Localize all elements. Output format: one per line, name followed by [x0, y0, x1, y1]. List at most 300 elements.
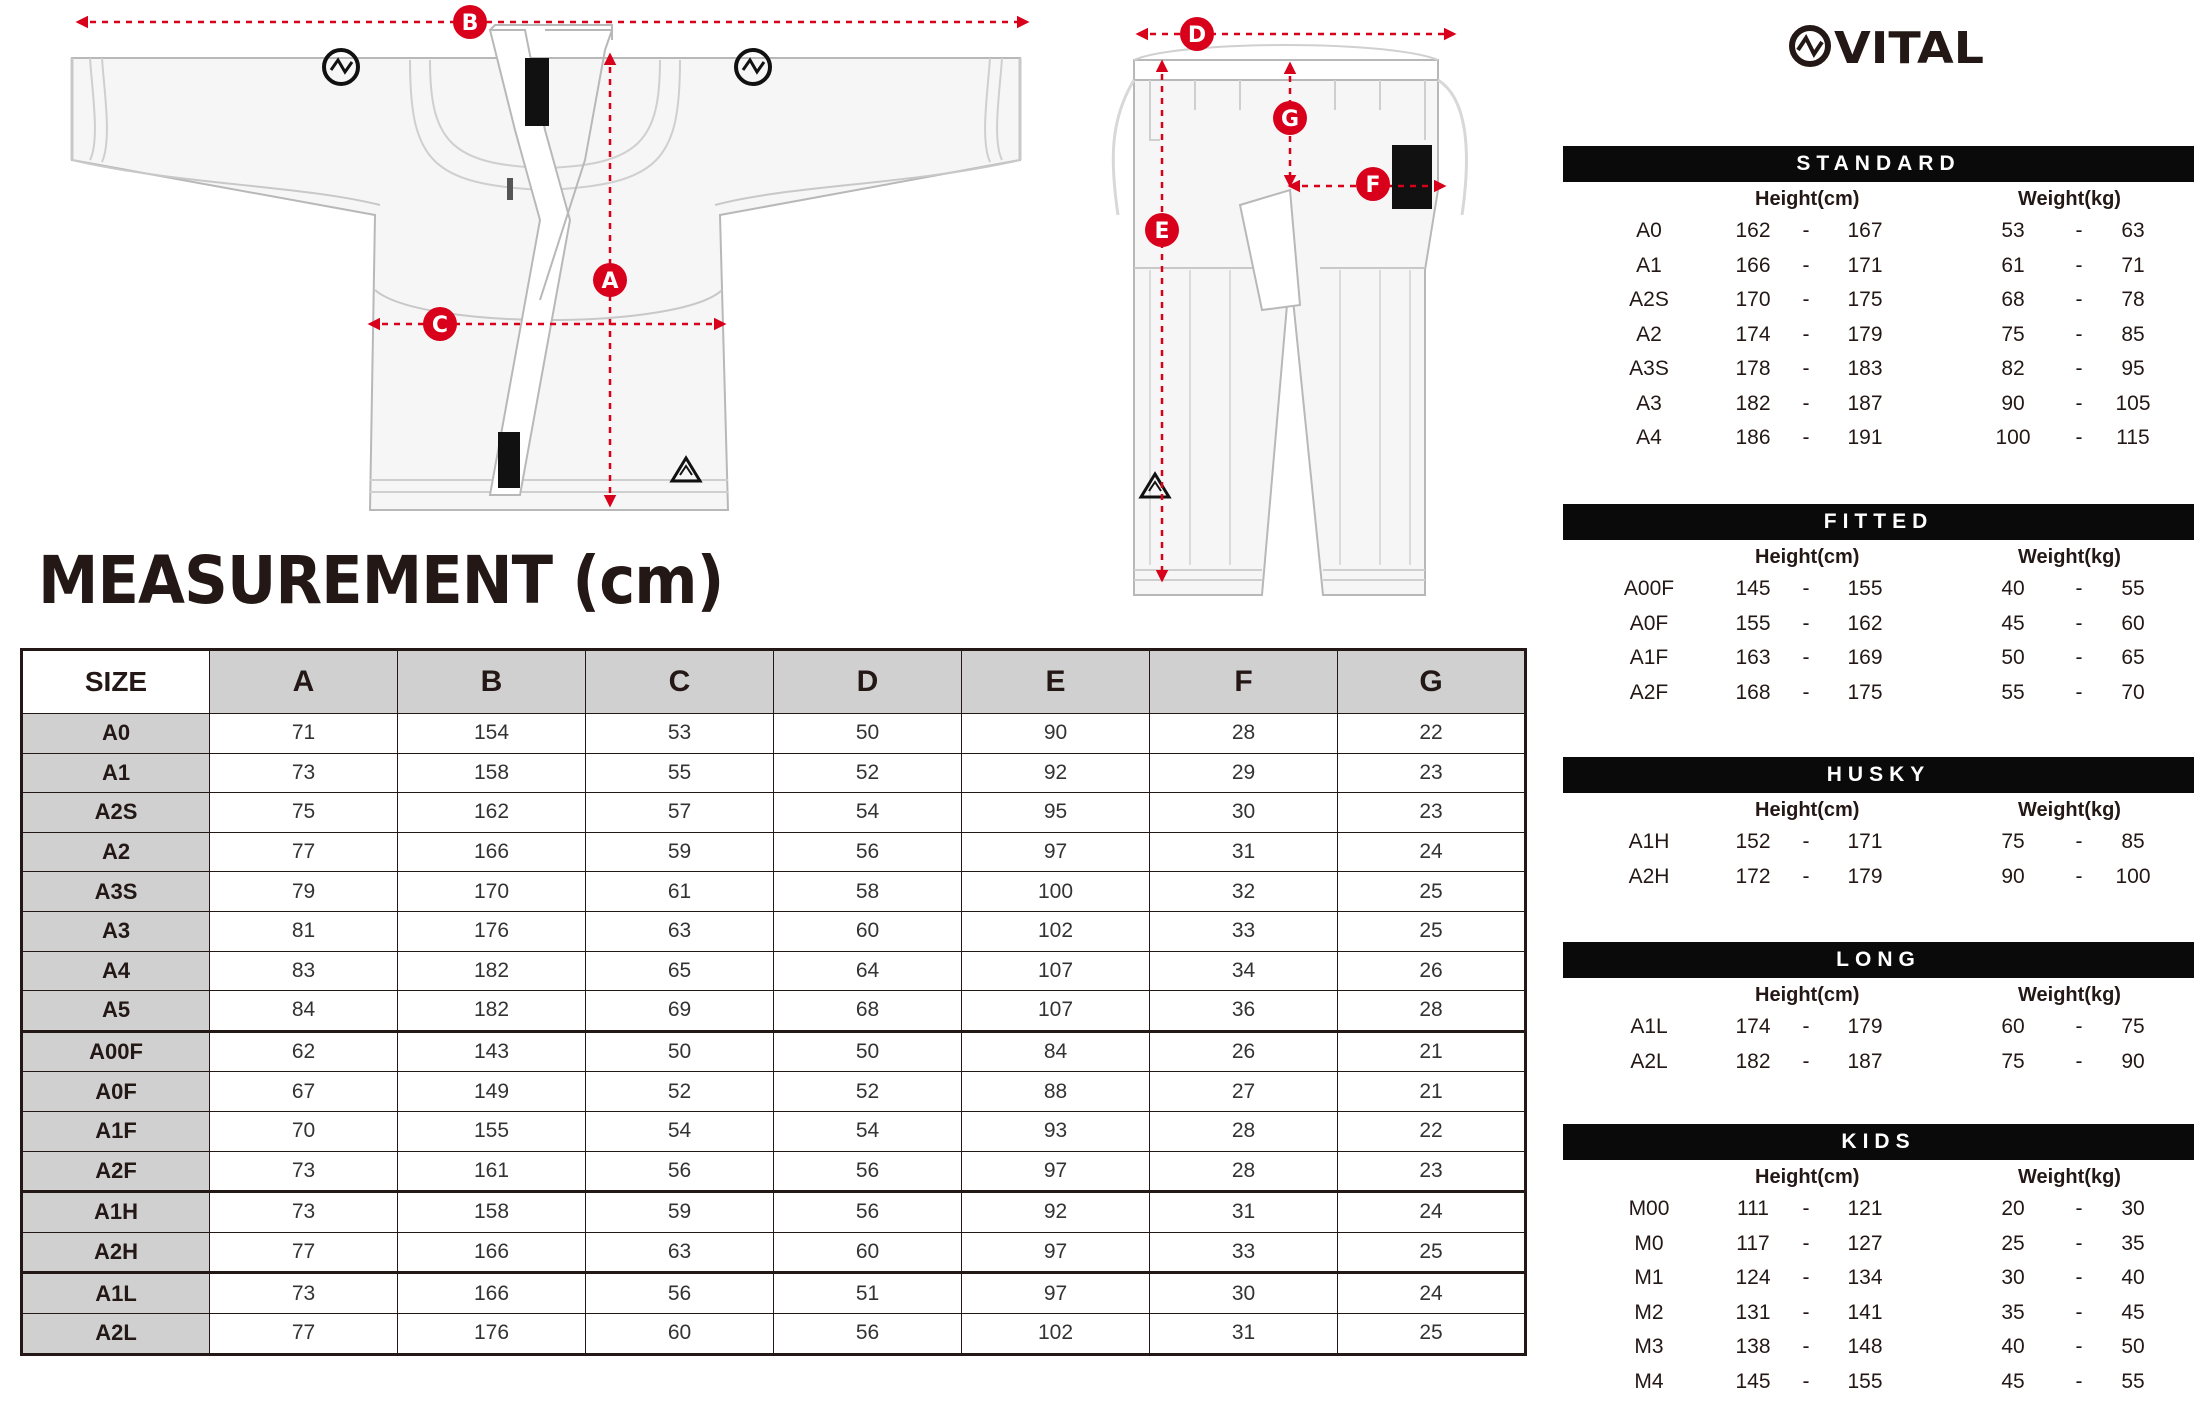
- height-max: 183: [1847, 357, 1883, 380]
- size-section-kids: [1563, 1124, 2194, 1399]
- measure-cell: 166: [398, 1273, 586, 1314]
- section-heading: KIDS: [1563, 1124, 2194, 1160]
- range-dash: -: [2075, 357, 2083, 380]
- list-item: [1563, 825, 2194, 860]
- measure-cell: 60: [774, 911, 962, 951]
- measure-cell: 56: [774, 1192, 962, 1233]
- height-min: 170: [1735, 288, 1771, 311]
- measure-cell: 77: [210, 832, 398, 872]
- measure-cell: 56: [774, 1151, 962, 1192]
- measure-cell: 161: [398, 1151, 586, 1192]
- measure-cell: 155: [398, 1111, 586, 1151]
- range-dash: -: [2075, 830, 2083, 853]
- weight-label: Weight(kg): [2018, 546, 2121, 568]
- size-code: A0F: [1629, 611, 1669, 635]
- dimension-f-header: F: [1150, 650, 1338, 714]
- range-dash: -: [1802, 1369, 1810, 1393]
- weight-min: 90: [2001, 864, 2025, 888]
- measure-cell: 84: [962, 1031, 1150, 1072]
- range-dash: -: [2075, 253, 2083, 277]
- measure-cell: 30: [1150, 793, 1338, 833]
- size-cell: A0: [22, 714, 210, 754]
- measure-cell: 77: [210, 1313, 398, 1354]
- weight-max: 70: [2121, 680, 2145, 704]
- height-max: 187: [1847, 391, 1883, 415]
- size-section-standard: [1563, 146, 2194, 456]
- measure-cell: 22: [1338, 1111, 1526, 1151]
- range-dash: -: [1802, 830, 1810, 853]
- range-dash: -: [1802, 680, 1810, 704]
- weight-min: 68: [2001, 288, 2025, 311]
- measure-cell: 26: [1338, 951, 1526, 991]
- weight-min: 40: [2001, 1335, 2025, 1358]
- weight-max: 55: [2121, 1369, 2145, 1393]
- weight-max: 90: [2121, 1049, 2145, 1073]
- height-min: 111: [1737, 1197, 1769, 1220]
- table-row: [22, 1313, 1526, 1354]
- svg-text:C: C: [431, 313, 449, 338]
- measure-cell: 75: [210, 793, 398, 833]
- measure-cell: 25: [1338, 872, 1526, 912]
- height-max: 121: [1847, 1197, 1883, 1220]
- size-code: A2L: [1630, 1049, 1668, 1073]
- measure-cell: 166: [398, 1232, 586, 1273]
- measure-cell: 23: [1338, 753, 1526, 793]
- range-dash: -: [2075, 864, 2083, 888]
- weight-max: 55: [2121, 577, 2145, 600]
- height-min: 178: [1735, 357, 1771, 380]
- brand-name: VITAL: [1834, 23, 1984, 74]
- measure-cell: 30: [1150, 1273, 1338, 1314]
- weight-min: 45: [2001, 611, 2025, 635]
- measure-cell: 26: [1150, 1031, 1338, 1072]
- measure-cell: 61: [586, 872, 774, 912]
- measure-cell: 25: [1338, 1232, 1526, 1273]
- range-dash: -: [1802, 253, 1810, 277]
- height-min: 168: [1735, 680, 1771, 704]
- weight-max: 115: [2116, 426, 2150, 449]
- dimension-c-header: C: [586, 650, 774, 714]
- measure-cell: 23: [1338, 1151, 1526, 1192]
- table-row: [22, 1111, 1526, 1151]
- measure-cell: 83: [210, 951, 398, 991]
- height-max: 155: [1847, 1369, 1883, 1393]
- size-cell: A2: [22, 832, 210, 872]
- range-dash: -: [2075, 288, 2083, 311]
- dimension-g-header: G: [1338, 650, 1526, 714]
- measure-cell: 70: [210, 1111, 398, 1151]
- measure-cell: 88: [962, 1072, 1150, 1112]
- measure-cell: 69: [586, 991, 774, 1032]
- range-dash: -: [2075, 322, 2083, 346]
- measure-cell: 63: [586, 911, 774, 951]
- measure-cell: 56: [774, 1313, 962, 1354]
- section-heading: FITTED: [1563, 504, 2194, 540]
- weight-max: 100: [2115, 864, 2151, 888]
- weight-max: 63: [2121, 219, 2145, 242]
- range-dash: -: [1802, 646, 1810, 669]
- height-max: 179: [1847, 864, 1883, 888]
- list-item: [1563, 572, 2194, 607]
- weight-max: 71: [2121, 253, 2145, 277]
- range-dash: -: [2075, 577, 2083, 600]
- measure-cell: 73: [210, 753, 398, 793]
- table-row: [22, 832, 1526, 872]
- table-row: [22, 753, 1526, 793]
- page-title: MEASUREMENT (cm): [38, 542, 724, 619]
- size-section-long: [1563, 942, 2194, 1079]
- measure-cell: 182: [398, 991, 586, 1032]
- weight-max: 85: [2121, 830, 2145, 853]
- range-dash: -: [2075, 219, 2083, 242]
- weight-label: Weight(kg): [2018, 188, 2121, 210]
- size-code: A4: [1636, 426, 1662, 449]
- size-code: M3: [1634, 1335, 1664, 1358]
- weight-min: 45: [2001, 1369, 2025, 1393]
- weight-min: 100: [1995, 426, 2031, 449]
- weight-max: 65: [2121, 646, 2145, 669]
- range-dash: -: [1802, 1335, 1810, 1358]
- height-min: 182: [1735, 1049, 1771, 1073]
- measure-cell: 21: [1338, 1072, 1526, 1112]
- weight-max: 50: [2121, 1335, 2145, 1358]
- gi-illustration: [0, 0, 1520, 610]
- measure-cell: 33: [1150, 1232, 1338, 1273]
- height-min: 174: [1735, 1015, 1771, 1038]
- measure-cell: 51: [774, 1273, 962, 1314]
- size-cell: A2H: [22, 1232, 210, 1273]
- measure-cell: 97: [962, 1151, 1150, 1192]
- weight-max: 75: [2121, 1015, 2145, 1038]
- list-item: [1563, 860, 2194, 895]
- size-cell: A2F: [22, 1151, 210, 1192]
- measure-cell: 63: [586, 1232, 774, 1273]
- height-min: 182: [1735, 391, 1771, 415]
- marker-f: [1356, 167, 1390, 201]
- height-max: 175: [1847, 288, 1883, 311]
- measure-cell: 54: [774, 793, 962, 833]
- size-column-header: SIZE: [22, 650, 210, 714]
- measure-cell: 54: [774, 1111, 962, 1151]
- weight-min: 82: [2001, 357, 2025, 380]
- height-min: 131: [1735, 1300, 1771, 1324]
- measure-cell: 52: [774, 1072, 962, 1112]
- height-label: Height(cm): [1755, 1166, 1860, 1188]
- range-dash: -: [1802, 1015, 1810, 1038]
- weight-min: 50: [2001, 646, 2025, 669]
- size-code: M1: [1634, 1266, 1664, 1289]
- size-code: M2: [1634, 1300, 1664, 1324]
- measure-cell: 52: [586, 1072, 774, 1112]
- size-code: A2H: [1628, 864, 1670, 888]
- measure-cell: 95: [962, 793, 1150, 833]
- list-item: [1563, 676, 2194, 711]
- weight-label: Weight(kg): [2018, 1166, 2121, 1188]
- measurement-header-row: [22, 650, 1526, 714]
- measure-cell: 56: [586, 1273, 774, 1314]
- measure-cell: 166: [398, 832, 586, 872]
- measure-cell: 24: [1338, 1192, 1526, 1233]
- column-headers: [1563, 182, 2194, 214]
- measure-cell: 158: [398, 753, 586, 793]
- list-item: [1563, 1010, 2194, 1045]
- svg-text:F: F: [1365, 173, 1381, 198]
- weight-min: 20: [2001, 1197, 2025, 1220]
- size-code: M4: [1634, 1369, 1664, 1393]
- range-dash: -: [1802, 611, 1810, 635]
- measure-cell: 68: [774, 991, 962, 1032]
- measure-cell: 28: [1150, 714, 1338, 754]
- range-dash: -: [1802, 426, 1810, 449]
- size-cell: A4: [22, 951, 210, 991]
- range-dash: -: [2075, 680, 2083, 704]
- height-min: 152: [1735, 830, 1771, 853]
- size-cell: A1H: [22, 1192, 210, 1233]
- measure-cell: 54: [586, 1111, 774, 1151]
- weight-min: 90: [2001, 391, 2025, 415]
- marker-a: [593, 263, 627, 297]
- measure-cell: 67: [210, 1072, 398, 1112]
- range-dash: -: [1802, 288, 1810, 311]
- table-row: [22, 714, 1526, 754]
- marker-b: [453, 5, 487, 39]
- measure-cell: 79: [210, 872, 398, 912]
- measure-cell: 31: [1150, 1192, 1338, 1233]
- column-headers: [1563, 978, 2194, 1010]
- size-cell: A3: [22, 911, 210, 951]
- measure-cell: 93: [962, 1111, 1150, 1151]
- height-min: 124: [1735, 1266, 1771, 1289]
- table-row: [22, 951, 1526, 991]
- measure-cell: 22: [1338, 714, 1526, 754]
- list-item: [1563, 1192, 2194, 1227]
- measure-cell: 73: [210, 1151, 398, 1192]
- measure-cell: 34: [1150, 951, 1338, 991]
- measure-cell: 31: [1150, 832, 1338, 872]
- measure-cell: 58: [774, 872, 962, 912]
- size-cell: A00F: [22, 1031, 210, 1072]
- list-item: [1563, 387, 2194, 422]
- measure-cell: 100: [962, 872, 1150, 912]
- svg-text:A: A: [601, 269, 619, 294]
- range-dash: -: [2075, 646, 2083, 669]
- range-dash: -: [1802, 322, 1810, 346]
- measure-cell: 176: [398, 911, 586, 951]
- list-item: [1563, 1227, 2194, 1262]
- weight-label: Weight(kg): [2018, 799, 2121, 821]
- measure-cell: 23: [1338, 793, 1526, 833]
- list-item: [1563, 1330, 2194, 1365]
- measure-cell: 60: [586, 1313, 774, 1354]
- weight-label: Weight(kg): [2018, 984, 2121, 1006]
- weight-min: 75: [2001, 1049, 2025, 1073]
- list-item: [1563, 641, 2194, 676]
- marker-e: [1145, 213, 1179, 247]
- measure-cell: 64: [774, 951, 962, 991]
- range-dash: -: [1802, 1049, 1810, 1073]
- section-heading: HUSKY: [1563, 757, 2194, 793]
- measure-cell: 59: [586, 832, 774, 872]
- marker-g: [1273, 101, 1307, 135]
- svg-text:G: G: [1280, 107, 1300, 132]
- measure-cell: 102: [962, 1313, 1150, 1354]
- range-dash: -: [1802, 391, 1810, 415]
- height-max: 179: [1847, 1015, 1883, 1038]
- measure-cell: 21: [1338, 1031, 1526, 1072]
- measure-cell: 81: [210, 911, 398, 951]
- measure-cell: 25: [1338, 1313, 1526, 1354]
- height-min: 163: [1735, 646, 1771, 669]
- table-row: [22, 793, 1526, 833]
- measure-cell: 154: [398, 714, 586, 754]
- svg-text:B: B: [461, 11, 479, 36]
- size-code: A2S: [1629, 288, 1669, 311]
- range-dash: -: [2075, 1369, 2083, 1393]
- height-max: 134: [1847, 1266, 1883, 1289]
- size-cell: A0F: [22, 1072, 210, 1112]
- list-item: [1563, 421, 2194, 456]
- height-min: 155: [1735, 611, 1771, 635]
- measure-cell: 60: [774, 1232, 962, 1273]
- measure-cell: 53: [586, 714, 774, 754]
- list-item: [1563, 283, 2194, 318]
- height-min: 172: [1735, 864, 1771, 888]
- list-item: [1563, 214, 2194, 249]
- height-max: 148: [1847, 1335, 1883, 1358]
- size-cell: A2L: [22, 1313, 210, 1354]
- measure-cell: 25: [1338, 911, 1526, 951]
- weight-min: 75: [2001, 830, 2025, 853]
- table-row: [22, 1273, 1526, 1314]
- weight-max: 60: [2121, 611, 2145, 635]
- height-max: 162: [1847, 611, 1883, 635]
- size-code: A1: [1636, 253, 1662, 277]
- measurement-table: [20, 648, 1527, 1356]
- size-cell: A1: [22, 753, 210, 793]
- height-max: 171: [1847, 253, 1883, 277]
- measure-cell: 92: [962, 753, 1150, 793]
- weight-max: 30: [2121, 1197, 2145, 1220]
- size-code: A1L: [1630, 1015, 1668, 1038]
- section-heading: LONG: [1563, 942, 2194, 978]
- range-dash: -: [2075, 426, 2083, 449]
- dimension-b-header: B: [398, 650, 586, 714]
- range-dash: -: [1802, 1266, 1810, 1289]
- measure-cell: 90: [962, 714, 1150, 754]
- height-min: 166: [1735, 253, 1771, 277]
- measure-cell: 77: [210, 1232, 398, 1273]
- weight-min: 55: [2001, 680, 2025, 704]
- measure-cell: 32: [1150, 872, 1338, 912]
- measure-cell: 31: [1150, 1313, 1338, 1354]
- table-row: [22, 911, 1526, 951]
- list-item: [1563, 249, 2194, 284]
- measure-cell: 65: [586, 951, 774, 991]
- svg-text:D: D: [1187, 23, 1207, 48]
- measure-cell: 28: [1338, 991, 1526, 1032]
- weight-max: 95: [2121, 357, 2145, 380]
- measure-cell: 33: [1150, 911, 1338, 951]
- table-row: [22, 1192, 1526, 1233]
- size-code: A3S: [1629, 357, 1669, 380]
- measure-cell: 50: [586, 1031, 774, 1072]
- height-max: 171: [1847, 830, 1883, 853]
- height-label: Height(cm): [1755, 984, 1860, 1006]
- range-dash: -: [2075, 611, 2083, 635]
- size-code: A2: [1636, 322, 1662, 346]
- weight-min: 30: [2001, 1266, 2025, 1289]
- size-cell: A1L: [22, 1273, 210, 1314]
- measure-cell: 36: [1150, 991, 1338, 1032]
- dimension-a-header: A: [210, 650, 398, 714]
- height-min: 186: [1735, 426, 1771, 449]
- height-max: 155: [1847, 577, 1883, 600]
- weight-min: 40: [2001, 577, 2025, 600]
- size-code: A00F: [1623, 577, 1675, 600]
- measure-cell: 143: [398, 1031, 586, 1072]
- size-code: A3: [1636, 391, 1662, 415]
- dimension-e-header: E: [962, 650, 1150, 714]
- dimension-d-header: D: [774, 650, 962, 714]
- range-dash: -: [1802, 1231, 1810, 1255]
- weight-min: 61: [2001, 253, 2025, 277]
- size-cell: A2S: [22, 793, 210, 833]
- height-max: 127: [1847, 1231, 1883, 1255]
- measure-cell: 73: [210, 1273, 398, 1314]
- column-headers: [1563, 1160, 2194, 1192]
- measure-cell: 107: [962, 991, 1150, 1032]
- list-item: [1563, 607, 2194, 642]
- measure-cell: 176: [398, 1313, 586, 1354]
- size-cell: A3S: [22, 872, 210, 912]
- size-section-fitted: [1563, 504, 2194, 710]
- size-code: M00: [1628, 1197, 1670, 1220]
- measure-cell: 50: [774, 714, 962, 754]
- range-dash: -: [2075, 1197, 2083, 1220]
- weight-max: 105: [2115, 391, 2151, 415]
- measure-cell: 59: [586, 1192, 774, 1233]
- measure-cell: 158: [398, 1192, 586, 1233]
- range-dash: -: [1802, 357, 1810, 380]
- weight-min: 60: [2001, 1015, 2025, 1038]
- svg-text:E: E: [1154, 219, 1170, 244]
- measure-cell: 56: [774, 832, 962, 872]
- measure-cell: 27: [1150, 1072, 1338, 1112]
- weight-max: 35: [2121, 1231, 2145, 1255]
- range-dash: -: [2075, 1049, 2083, 1073]
- height-min: 162: [1735, 219, 1771, 242]
- table-row: [22, 991, 1526, 1032]
- weight-max: 45: [2121, 1300, 2145, 1324]
- measure-cell: 62: [210, 1031, 398, 1072]
- size-code: A0: [1636, 219, 1662, 242]
- height-max: 169: [1847, 646, 1883, 669]
- measure-cell: 52: [774, 753, 962, 793]
- size-section-husky: [1563, 757, 2194, 894]
- size-code: M0: [1634, 1231, 1664, 1255]
- column-headers: [1563, 793, 2194, 825]
- measure-cell: 162: [398, 793, 586, 833]
- range-dash: -: [2075, 1231, 2083, 1255]
- height-min: 174: [1735, 322, 1771, 346]
- measure-cell: 24: [1338, 1273, 1526, 1314]
- range-dash: -: [1802, 864, 1810, 888]
- column-headers: [1563, 540, 2194, 572]
- measure-cell: 73: [210, 1192, 398, 1233]
- measure-cell: 92: [962, 1192, 1150, 1233]
- height-min: 145: [1735, 577, 1771, 600]
- measure-cell: 71: [210, 714, 398, 754]
